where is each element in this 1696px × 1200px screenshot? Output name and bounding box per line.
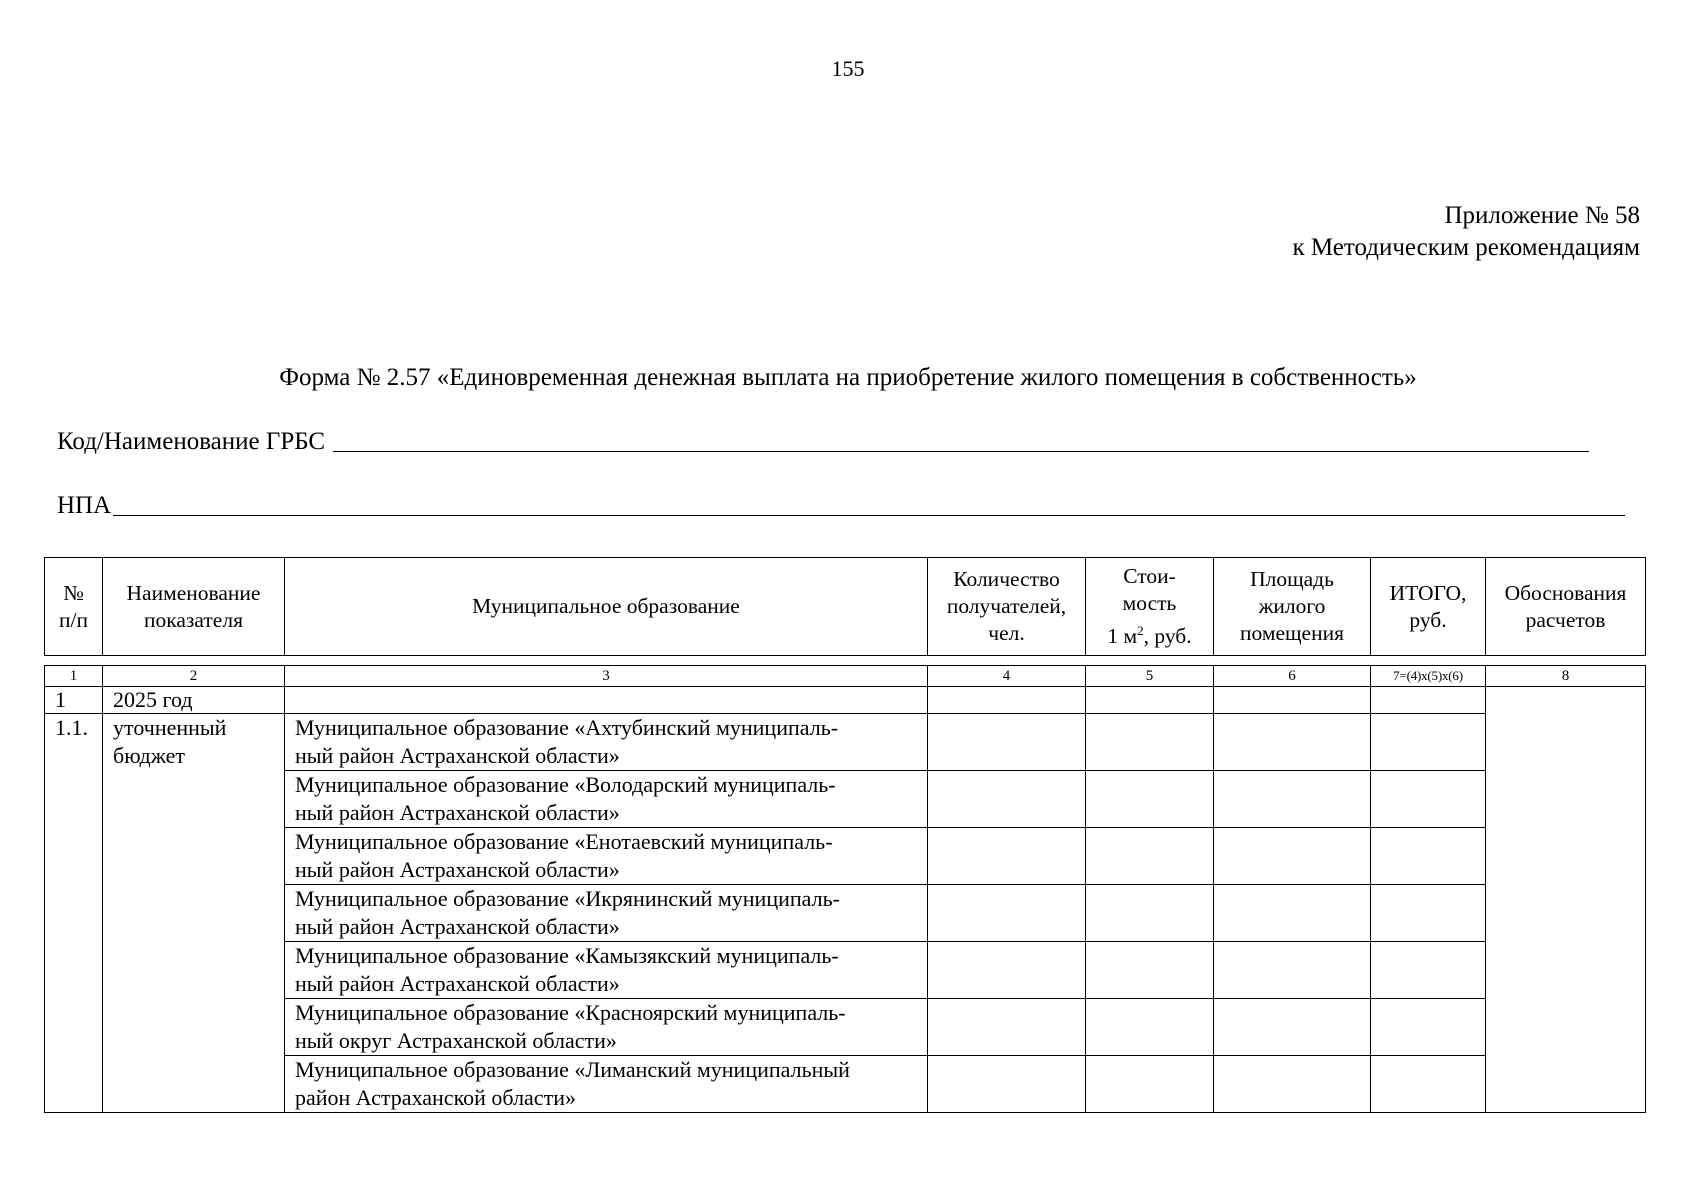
empty-cell: [1086, 714, 1214, 771]
empty-cell: [928, 771, 1086, 828]
gap-cell: [45, 656, 1646, 666]
empty-cell: [1086, 828, 1214, 885]
municipality-cell: [285, 714, 928, 771]
municipality-line-1: Муниципальное образование «Камызякский муниципаль-: [295, 943, 839, 968]
header-cost-line-2: мость: [1122, 590, 1177, 615]
header-area-line-3: помещения: [1240, 621, 1344, 645]
empty-cell: [1371, 828, 1486, 885]
table-row: [45, 771, 1646, 828]
header-total: [1371, 558, 1486, 656]
table-row: [45, 1056, 1646, 1113]
empty-cell: [1214, 885, 1371, 942]
empty-cell: [928, 714, 1086, 771]
npa-blank-line: [113, 493, 1625, 516]
column-number: 4: [928, 666, 1086, 687]
municipality-line-2: район Астраханской области»: [295, 1085, 576, 1110]
appendix-line-1: Приложение № 58: [1444, 202, 1640, 229]
empty-cell: [1371, 942, 1486, 999]
municipality-cell: [285, 942, 928, 999]
column-number: 8: [1486, 666, 1646, 687]
header-number: [45, 558, 103, 656]
header-recipients: [928, 558, 1086, 656]
empty-cell: [1214, 999, 1371, 1056]
empty-cell: [1214, 687, 1371, 714]
grbs-label: Код/Наименование ГРБС: [57, 428, 326, 455]
municipality-line-2: ный район Астраханской области»: [295, 857, 620, 882]
municipality-cell: [285, 828, 928, 885]
municipality-line-2: ный район Астраханской области»: [295, 800, 620, 825]
table-row: [45, 885, 1646, 942]
page-number: 155: [831, 56, 865, 81]
municipality-line-2: ный район Астраханской области»: [295, 971, 620, 996]
empty-cell: [928, 999, 1086, 1056]
year-row-label: 2025 год: [103, 687, 285, 714]
column-number: 1: [45, 666, 103, 687]
empty-cell: [1371, 1056, 1486, 1113]
header-justification: [1486, 558, 1646, 656]
form-title: Форма № 2.57 «Единовременная денежная выплата на приобретение жилого помещения в собственность»: [279, 364, 1417, 391]
empty-cell: [928, 942, 1086, 999]
header-indicator-line-2: показателя: [144, 607, 243, 632]
municipality-line-2: ный район Астраханской области»: [295, 914, 620, 939]
budget-label-line-1: уточненный: [113, 715, 227, 740]
empty-cell: [1214, 828, 1371, 885]
appendix-header: [1292, 200, 1640, 264]
table-row: [45, 714, 1646, 771]
column-number: 6: [1214, 666, 1371, 687]
header-number-line-1: №: [63, 580, 84, 605]
column-number: 3: [285, 666, 928, 687]
header-total-line-2: руб.: [1409, 607, 1447, 632]
form-table: [44, 557, 1646, 1113]
municipality-line-1: Муниципальное образование «Красноярский муниципаль-: [295, 1000, 846, 1025]
empty-cell: [1214, 942, 1371, 999]
header-total-line-1: ИТОГО,: [1389, 580, 1467, 605]
empty-cell: [1371, 885, 1486, 942]
year-row-number: 1: [45, 687, 103, 714]
year-row: [45, 687, 1646, 714]
empty-cell: [928, 687, 1086, 714]
municipality-line-1: Муниципальное образование «Лиманский муниципальный: [295, 1057, 850, 1082]
table-gap-row: [45, 656, 1646, 666]
municipality-cell: [285, 1056, 928, 1113]
municipality-cell: [285, 999, 928, 1056]
empty-cell: [1371, 771, 1486, 828]
table-header-row: [45, 558, 1646, 656]
empty-cell: [1214, 1056, 1371, 1113]
empty-cell: [1086, 942, 1214, 999]
header-indicator-name: [103, 558, 285, 656]
header-cost-line-3: 1 $м^2$, руб.: [1107, 622, 1192, 649]
empty-cell: [1086, 885, 1214, 942]
municipality-line-2: ный район Астраханской области»: [295, 743, 620, 768]
municipality-line-2: ный округ Астраханской области»: [295, 1028, 617, 1053]
empty-cell: [1371, 999, 1486, 1056]
column-number: 5: [1086, 666, 1214, 687]
header-municipality: Муниципальное образование: [285, 558, 928, 656]
justification-cell: [1486, 687, 1646, 1113]
empty-cell: [1371, 687, 1486, 714]
header-area: [1214, 558, 1371, 656]
appendix-line-2: к Методическим рекомендациям: [1292, 234, 1640, 261]
budget-row-number: 1.1.: [45, 714, 103, 1113]
column-number: 2: [103, 666, 285, 687]
empty-cell: [1371, 714, 1486, 771]
empty-cell: [1086, 687, 1214, 714]
header-justification-line-1: Обоснования: [1504, 580, 1627, 605]
empty-cell: [1214, 714, 1371, 771]
column-numbers-row: [45, 666, 1646, 687]
header-area-line-2: жилого: [1258, 594, 1326, 618]
empty-cell: [1086, 1056, 1214, 1113]
table-row: [45, 999, 1646, 1056]
empty-cell: [1214, 771, 1371, 828]
header-recipients-line-1: Количество: [953, 567, 1060, 591]
header-cost-line-1: Стои-: [1123, 563, 1176, 588]
empty-cell: [285, 687, 928, 714]
municipality-line-1: Муниципальное образование «Енотаевский муниципаль-: [295, 829, 833, 854]
header-number-line-2: п/п: [59, 607, 88, 632]
npa-label: НПА: [57, 492, 112, 519]
municipality-line-1: Муниципальное образование «Икрянинский муниципаль-: [295, 886, 840, 911]
npa-field: [57, 492, 1625, 520]
empty-cell: [928, 828, 1086, 885]
empty-cell: [1086, 999, 1214, 1056]
municipality-cell: [285, 771, 928, 828]
header-recipients-line-3: чел.: [988, 621, 1025, 645]
header-justification-line-2: расчетов: [1525, 607, 1606, 632]
municipality-line-1: Муниципальное образование «Володарский муниципаль-: [295, 772, 836, 797]
municipality-cell: [285, 885, 928, 942]
table-row: [45, 828, 1646, 885]
header-area-line-1: Площадь: [1250, 567, 1334, 591]
empty-cell: [928, 885, 1086, 942]
grbs-field: [57, 428, 1589, 456]
header-recipients-line-2: получателей,: [946, 594, 1067, 618]
empty-cell: [928, 1056, 1086, 1113]
header-indicator-line-1: Наименование: [126, 580, 261, 605]
column-number-formula: 7=(4)x(5)x(6): [1371, 666, 1486, 687]
budget-label-line-2: бюджет: [113, 743, 185, 768]
header-cost: [1086, 558, 1214, 656]
empty-cell: [1086, 771, 1214, 828]
municipality-line-1: Муниципальное образование «Ахтубинский муниципаль-: [295, 715, 839, 740]
grbs-blank-line: [333, 429, 1589, 452]
budget-row-label: [103, 714, 285, 1113]
table-row: [45, 942, 1646, 999]
